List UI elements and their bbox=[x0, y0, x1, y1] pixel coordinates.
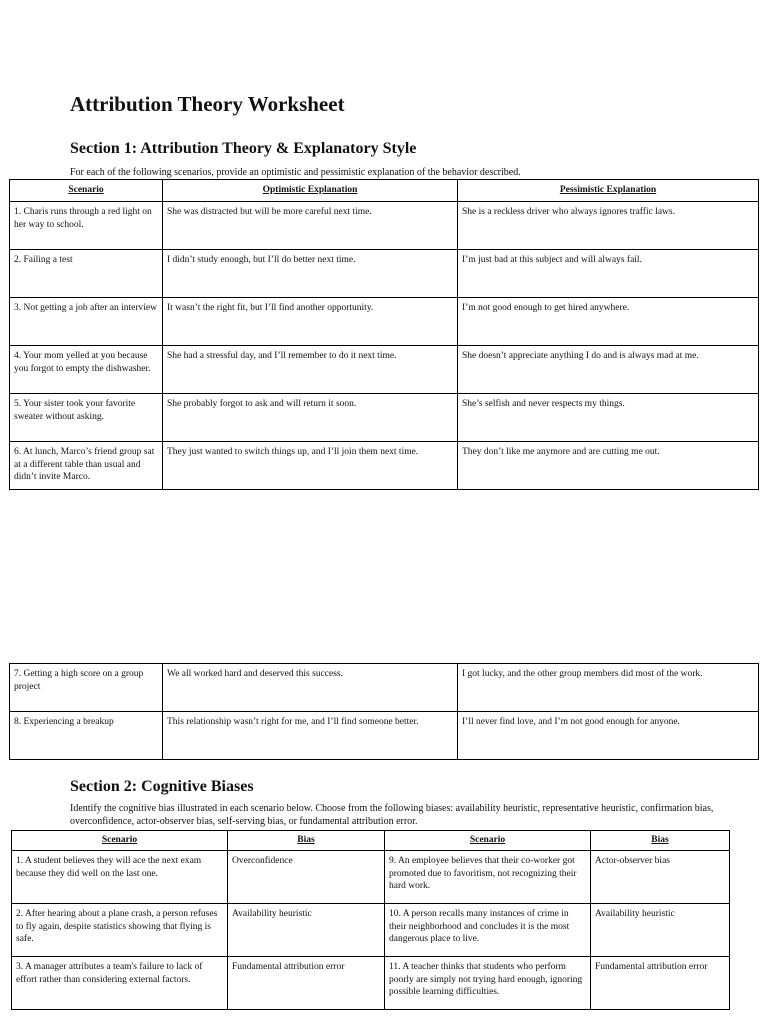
cognitive-bias-table bbox=[11, 830, 730, 1010]
pessimistic-cell: They don’t like me anymore and are cutting me out. bbox=[458, 442, 759, 490]
bias-cell: Availability heuristic bbox=[591, 904, 730, 957]
table-row bbox=[10, 250, 759, 298]
scenario-cell: 2. Failing a test bbox=[10, 250, 163, 298]
scenario-cell: 1. A student believes they will ace the next exam because they did well on the last one. bbox=[12, 851, 228, 904]
table-row bbox=[10, 442, 759, 490]
section1-title: Section 1: Attribution Theory & Explanatory Style bbox=[70, 140, 417, 157]
scenario-header: Scenario bbox=[10, 180, 163, 202]
scenario-cell: 10. A person recalls many instances of crime in their neighborhood and concludes it is the most dangerous place to live. bbox=[385, 904, 591, 957]
pessimistic-cell: I’m just bad at this subject and will always fail. bbox=[458, 250, 759, 298]
optimistic-cell: They just wanted to switch things up, and I’ll join them next time. bbox=[163, 442, 458, 490]
pessimistic-cell: She is a reckless driver who always ignores traffic laws. bbox=[458, 202, 759, 250]
optimistic-cell: It wasn’t the right fit, but I’ll find another opportunity. bbox=[163, 298, 458, 346]
scenario-cell: 7. Getting a high score on a group project bbox=[10, 664, 163, 712]
pessimistic-cell: I’ll never find love, and I’m not good enough for anyone. bbox=[458, 712, 759, 760]
bias-header: Bias bbox=[591, 831, 730, 851]
section2-title: Section 2: Cognitive Biases bbox=[70, 778, 254, 795]
scenario-cell: 3. A manager attributes a team's failure to lack of effort rather than considering external factors. bbox=[12, 957, 228, 1010]
explanatory-style-table-continued bbox=[9, 663, 759, 760]
optimistic-cell: I didn’t study enough, but I’ll do better next time. bbox=[163, 250, 458, 298]
bias-cell: Overconfidence bbox=[228, 851, 385, 904]
explanatory-style-table bbox=[9, 179, 759, 490]
scenario-cell: 8. Experiencing a breakup bbox=[10, 712, 163, 760]
pessimistic-cell: She doesn’t appreciate anything I do and is always mad at me. bbox=[458, 346, 759, 394]
scenario-cell: 2. After hearing about a plane crash, a person refuses to fly again, despite statistics showing that flying is safe. bbox=[12, 904, 228, 957]
scenario-cell: 11. A teacher thinks that students who perform poorly are simply not trying hard enough, ignoring possible learning difficulties. bbox=[385, 957, 591, 1010]
table-row bbox=[12, 904, 730, 957]
pessimistic-header: Pessimistic Explanation bbox=[458, 180, 759, 202]
scenario-cell: 1. Charis runs through a red light on her way to school. bbox=[10, 202, 163, 250]
optimistic-cell: This relationship wasn’t right for me, and I’ll find someone better. bbox=[163, 712, 458, 760]
section1-instructions: For each of the following scenarios, provide an optimistic and pessimistic explanation of the behavior described. bbox=[70, 167, 521, 178]
bias-cell: Fundamental attribution error bbox=[228, 957, 385, 1010]
worksheet-title: Attribution Theory Worksheet bbox=[70, 92, 345, 116]
table-row bbox=[10, 346, 759, 394]
scenario-cell: 3. Not getting a job after an interview bbox=[10, 298, 163, 346]
table-row bbox=[10, 664, 759, 712]
table-row bbox=[10, 298, 759, 346]
bias-cell: Availability heuristic bbox=[228, 904, 385, 957]
scenario-cell: 9. An employee believes that their co-worker got promoted due to favoritism, not recognizing their hard work. bbox=[385, 851, 591, 904]
table-header-row bbox=[12, 831, 730, 851]
scenario-header: Scenario bbox=[385, 831, 591, 851]
table-row bbox=[10, 712, 759, 760]
table-row bbox=[10, 394, 759, 442]
pessimistic-cell: She’s selfish and never respects my things. bbox=[458, 394, 759, 442]
scenario-cell: 6. At lunch, Marco’s friend group sat at a different table than usual and didn’t invite Marco. bbox=[10, 442, 163, 490]
table-header-row bbox=[10, 180, 759, 202]
section2-instructions: Identify the cognitive bias illustrated in each scenario below. Choose from the following biases: availability heuristic, representative heuristic, confirmation bias, overconfidence, actor-observer bias, self-serving bias, or fundamental attribution error. bbox=[70, 803, 714, 827]
optimistic-header: Optimistic Explanation bbox=[163, 180, 458, 202]
optimistic-cell: We all worked hard and deserved this success. bbox=[163, 664, 458, 712]
table-row bbox=[12, 957, 730, 1010]
table-row bbox=[10, 202, 759, 250]
pessimistic-cell: I got lucky, and the other group members did most of the work. bbox=[458, 664, 759, 712]
bias-cell: Fundamental attribution error bbox=[591, 957, 730, 1010]
scenario-cell: 4. Your mom yelled at you because you forgot to empty the dishwasher. bbox=[10, 346, 163, 394]
scenario-cell: 5. Your sister took your favorite sweater without asking. bbox=[10, 394, 163, 442]
bias-header: Bias bbox=[228, 831, 385, 851]
optimistic-cell: She probably forgot to ask and will return it soon. bbox=[163, 394, 458, 442]
scenario-header: Scenario bbox=[12, 831, 228, 851]
bias-cell: Actor-observer bias bbox=[591, 851, 730, 904]
optimistic-cell: She was distracted but will be more careful next time. bbox=[163, 202, 458, 250]
table-row bbox=[12, 851, 730, 904]
optimistic-cell: She had a stressful day, and I’ll remember to do it next time. bbox=[163, 346, 458, 394]
pessimistic-cell: I’m not good enough to get hired anywhere. bbox=[458, 298, 759, 346]
